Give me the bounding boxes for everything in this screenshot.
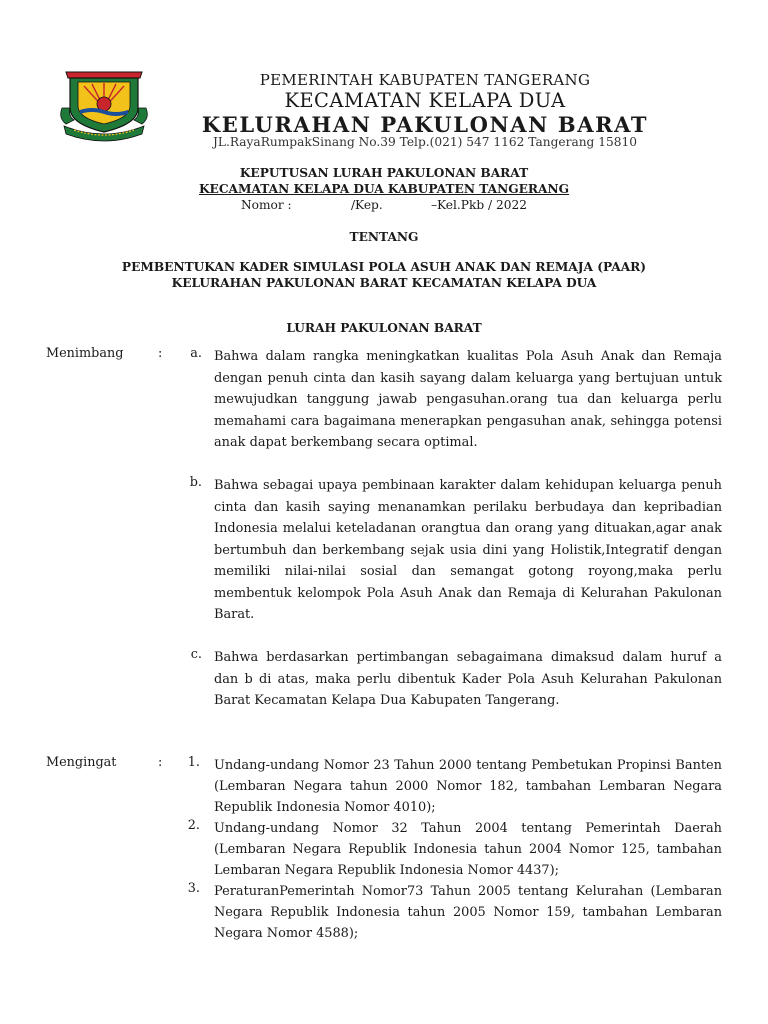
- decree-title: KEPUTUSAN LURAH PAKULONAN BARAT: [239, 166, 529, 180]
- decree-number-kep: /Kep.: [350, 198, 383, 212]
- list-marker: 1.: [187, 755, 200, 770]
- letterhead-village: KELURAHAN PAKULONAN BARAT: [201, 112, 649, 137]
- menimbang-label: Menimbang: [46, 346, 124, 361]
- list-item-text: Bahwa berdasarkan pertimbangan sebagaimana dimaksud dalam huruf a dan b di atas, maka perlu dibentuk Kader Pola Asuh Kelurahan Pakulonan Barat Kecamatan Kelapa Dua Kabupaten Tangerang.: [214, 650, 722, 708]
- decree-number: [0, 198, 768, 212]
- list-item-text: Bahwa sebagai upaya pembinaan karakter dalam kehidupan keluarga penuh cinta dan kasih saying menanamkan perilaku berbudaya dan kepribadian Indonesia melalui keteladanan orangtua dan orang yang dituakan,agar anak bertumbuh dan berkembang sejak usia dini yang Holistik,Integratif dengan memiliki nilai-nilai sosial dan semangat gotong royong,maka perlu membentuk kelompok Pola Asuh Anak dan Remaja di Kelurahan Pakulonan Barat.: [214, 478, 722, 622]
- list-item-text: Undang-undang Nomor 23 Tahun 2000 tentang Pembetukan Propinsi Banten (Lembaran Negara tahun 2000 Nomor 182, tambahan Lembaran Negara Republik Indonesia Nomor 4010);: [214, 758, 722, 815]
- list-marker: 2.: [187, 818, 200, 833]
- list-marker: 3.: [187, 881, 200, 896]
- mengingat-label: Mengingat: [46, 755, 117, 770]
- list-item-text: Bahwa dalam rangka meningkatkan kualitas Pola Asuh Anak dan Remaja dengan penuh cinta dan kasih sayang dalam keluarga yang bertujuan untuk mewujudkan tanggung jawab pengasuhan.orang tua dan keluarga perlu memahami cara bagaimana menerapkan pengasuhan anak, sehingga potensi anak dapat berkembang secara optimal.: [214, 349, 722, 450]
- list-item-text: PeraturanPemerintah Nomor73 Tahun 2005 tentang Kelurahan (Lembaran Negara Republik Indonesia tahun 2005 Nomor 159, tambahan Lembaran Negara Nomor 4588);: [214, 884, 722, 941]
- list-marker: b.: [189, 475, 202, 490]
- tentang-heading: TENTANG: [349, 230, 419, 244]
- decree-subtitle: KECAMATAN KELAPA DUA KABUPATEN TANGERANG: [198, 182, 570, 196]
- list-item-text: Undang-undang Nomor 32 Tahun 2004 tentang Pemerintah Daerah (Lembaran Negara Republik Indonesia tahun 2004 Nomor 125, tambahan Lembaran Negara Republik Indonesia Nomor 4437);: [214, 821, 722, 878]
- list-marker: c.: [190, 647, 202, 662]
- decree-number-label: Nomor :: [240, 198, 292, 212]
- mengingat-colon: :: [158, 755, 163, 770]
- menimbang-colon: :: [158, 346, 163, 361]
- subject-line-1: PEMBENTUKAN KADER SIMULASI POLA ASUH ANAK DAN REMAJA (PAAR): [121, 260, 647, 274]
- decree-number-rest: –Kel.Pkb / 2022: [430, 198, 528, 212]
- letterhead-government: PEMERINTAH KABUPATEN TANGERANG: [259, 71, 591, 89]
- official-title: LURAH PAKULONAN BARAT: [286, 321, 482, 335]
- letterhead-address: JL.RayaRumpakSinang No.39 Telp.(021) 547 1162 Tangerang 15810: [212, 135, 638, 149]
- letterhead-district: KECAMATAN KELAPA DUA: [284, 89, 566, 112]
- tangerang-regency-emblem-icon: [58, 68, 150, 142]
- list-marker: a.: [190, 346, 202, 361]
- subject-line-2: KELURAHAN PAKULONAN BARAT KECAMATAN KELAPA DUA: [171, 276, 597, 290]
- letterhead: [0, 0, 768, 150]
